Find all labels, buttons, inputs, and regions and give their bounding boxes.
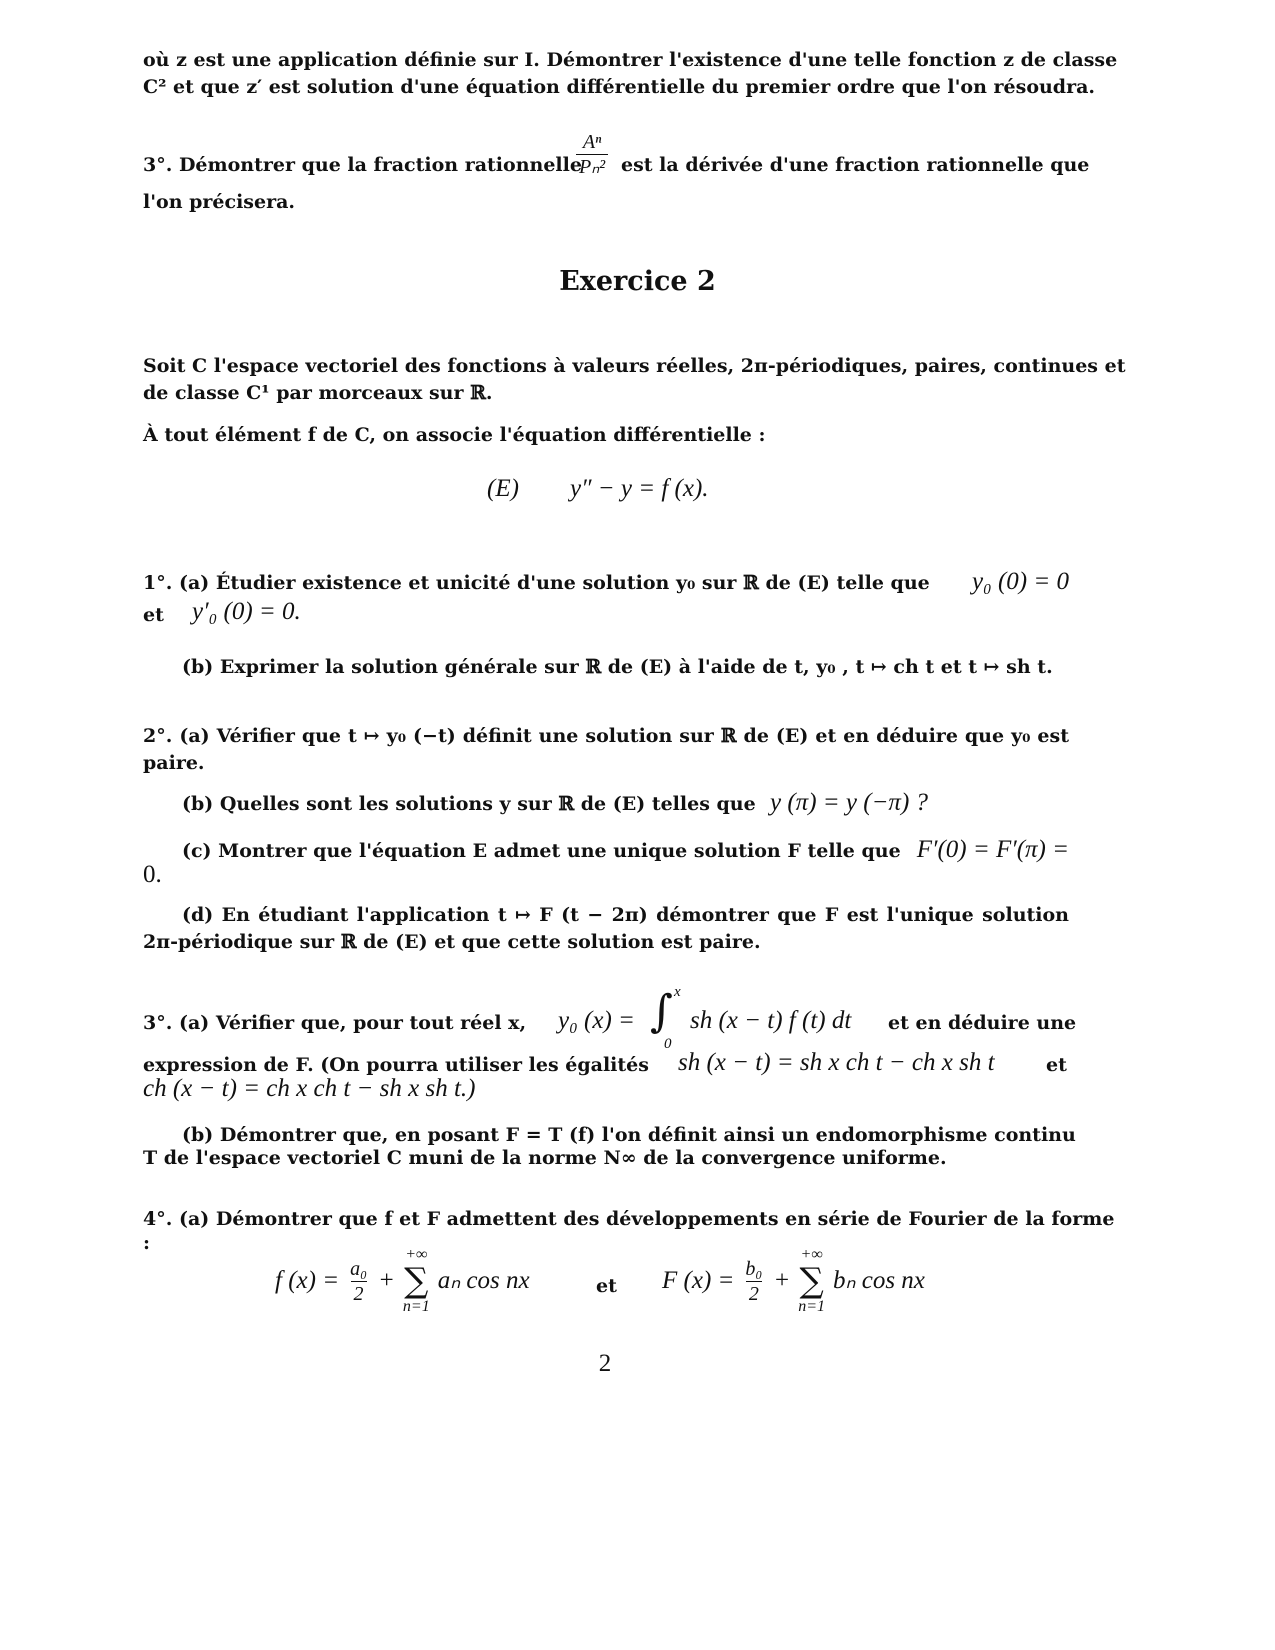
q4-a-line-1: 4°. (a) Démontrer que f et F admettent des développements en série de Fourier de la forme [143,1208,1115,1230]
fourier-F-sum-lower: n=1 [798,1298,826,1315]
q3-prev-line-2: l'on précisera. [143,191,296,213]
q3-a-sh-identity: sh (x − t) = sh x ch t − ch x sh t [678,1049,995,1076]
integral-upper-limit: x [674,984,681,1000]
fourier-F-sum-upper: +∞ [800,1246,823,1263]
q3-prev-text-before: 3°. Démontrer que la fraction rationnelle [143,154,582,176]
q1-a-et: et [143,604,164,626]
q3-b-line-2: T de l'espace vectoriel C muni de la norme N∞ de la convergence uniforme. [143,1147,947,1169]
q2-c-condition: F′(0) = F′(π) = [916,836,1069,863]
continuation-line-1: où z est une application définie sur I. Démontrer l'existence d'une telle fonction z de classe [143,49,1118,71]
fourier-f-sum [403,1246,430,1316]
fourier-F-term: bₙ cos nx [833,1267,925,1294]
fourier-f-sum-upper: +∞ [405,1246,428,1263]
fourier-f-sum-lower: n=1 [402,1298,430,1315]
fourier-F-sum-sigma: ∑ [799,1261,824,1301]
intro-line-3: À tout élément f de C, on associe l'équation différentielle : [143,424,766,446]
q3-a-lhs: y₀ (x) = [558,1007,635,1034]
q3-a-text: 3°. (a) Vérifier que, pour tout réel x, [143,1012,527,1034]
integral-sign: ∫ [650,986,673,1037]
q3-prev-fraction [576,130,608,179]
fourier-F-numerator: b₀ [745,1257,763,1280]
q3-a-integrand: sh (x − t) f (t) dt [690,1007,852,1034]
fourier-f-plus: + [378,1267,395,1294]
q1-a-condition: y₀ (0) = 0 [971,568,1069,595]
q1-a-line-1: 1°. (a) Étudier existence et unicité d'une solution y₀ sur ℝ de (E) telle que [143,572,930,594]
q3-a-line-2-text: expression de F. (On pourra utiliser les égalités [143,1054,649,1076]
integral-lower-limit: 0 [664,1036,672,1052]
q3-a-line-2-et: et [1046,1054,1067,1076]
q3-prev-frac-numerator: Aⁿ [582,131,602,153]
q3-prev-frac-denominator: Pₙ² [576,154,608,179]
q2-a-line-2: paire. [143,752,205,774]
intro-line-2: de classe C¹ par morceaux sur ℝ. [143,382,493,404]
q2-c-line-2: 0. [143,861,162,888]
q3-a-ch-identity: ch (x − t) = ch x ch t − sh x sh t.) [143,1075,476,1102]
fourier-f-lhs: f (x) = [275,1267,340,1294]
q2-a-line-1: 2°. (a) Vérifier que t ↦ y₀ (−t) définit une solution sur ℝ de (E) et en déduire que y₀ est [143,725,1069,747]
intro-line-1: Soit C l'espace vectoriel des fonctions à valeurs réelles, 2π-périodiques, paires, continues et [143,355,1126,377]
q3-prev-text-after: est la dérivée d'une fraction rationnelle que [621,154,1090,176]
fourier-f-term: aₙ cos nx [437,1267,530,1294]
fourier-F-denominator: 2 [746,1281,762,1306]
fourier-f-numerator: a₀ [350,1257,368,1280]
equation-label: (E) [487,475,519,502]
exercise-title: Exercice 2 [559,266,716,297]
q2-b-condition: y (π) = y (−π) ? [770,789,929,816]
fourier-F-plus: + [773,1267,791,1294]
fourier-et: et [596,1275,617,1297]
q2-d-line-2: 2π-périodique sur ℝ de (E) et que cette solution est paire. [143,931,761,953]
fourier-f-sum-sigma: ∑ [404,1261,429,1301]
fourier-series-f [275,1246,530,1316]
q3-a-text-after: et en déduire une [888,1012,1077,1034]
q4-a-line-2: : [143,1232,151,1254]
fourier-F-sum [798,1246,825,1316]
equation-body: y″ − y = f (x). [570,475,709,502]
q2-d-line-1: (d) En étudiant l'application t ↦ F (t − 2π) démontrer que F est l'unique solution [182,904,1069,926]
q3-b-line-1: (b) Démontrer que, en posant F = T (f) l'on définit ainsi un endomorphisme continu [182,1124,1076,1146]
q2-b-text: (b) Quelles sont les solutions y sur ℝ de (E) telles que [182,793,756,815]
fourier-f-denominator: 2 [351,1281,367,1306]
page-number: 2 [598,1350,612,1377]
q2-c-text: (c) Montrer que l'équation E admet une unique solution F telle que [182,840,901,862]
fourier-F-lhs: F (x) = [662,1267,735,1294]
continuation-line-2: C² et que z′ est solution d'une équation différentielle du premier ordre que l'on résoudra. [143,76,1096,98]
q1-a-derivative-condition: y′₀ (0) = 0. [192,598,301,625]
fourier-series-F [662,1246,925,1316]
q1-b: (b) Exprimer la solution générale sur ℝ de (E) à l'aide de t, y₀ , t ↦ ch t et t ↦ sh t. [182,656,1053,678]
